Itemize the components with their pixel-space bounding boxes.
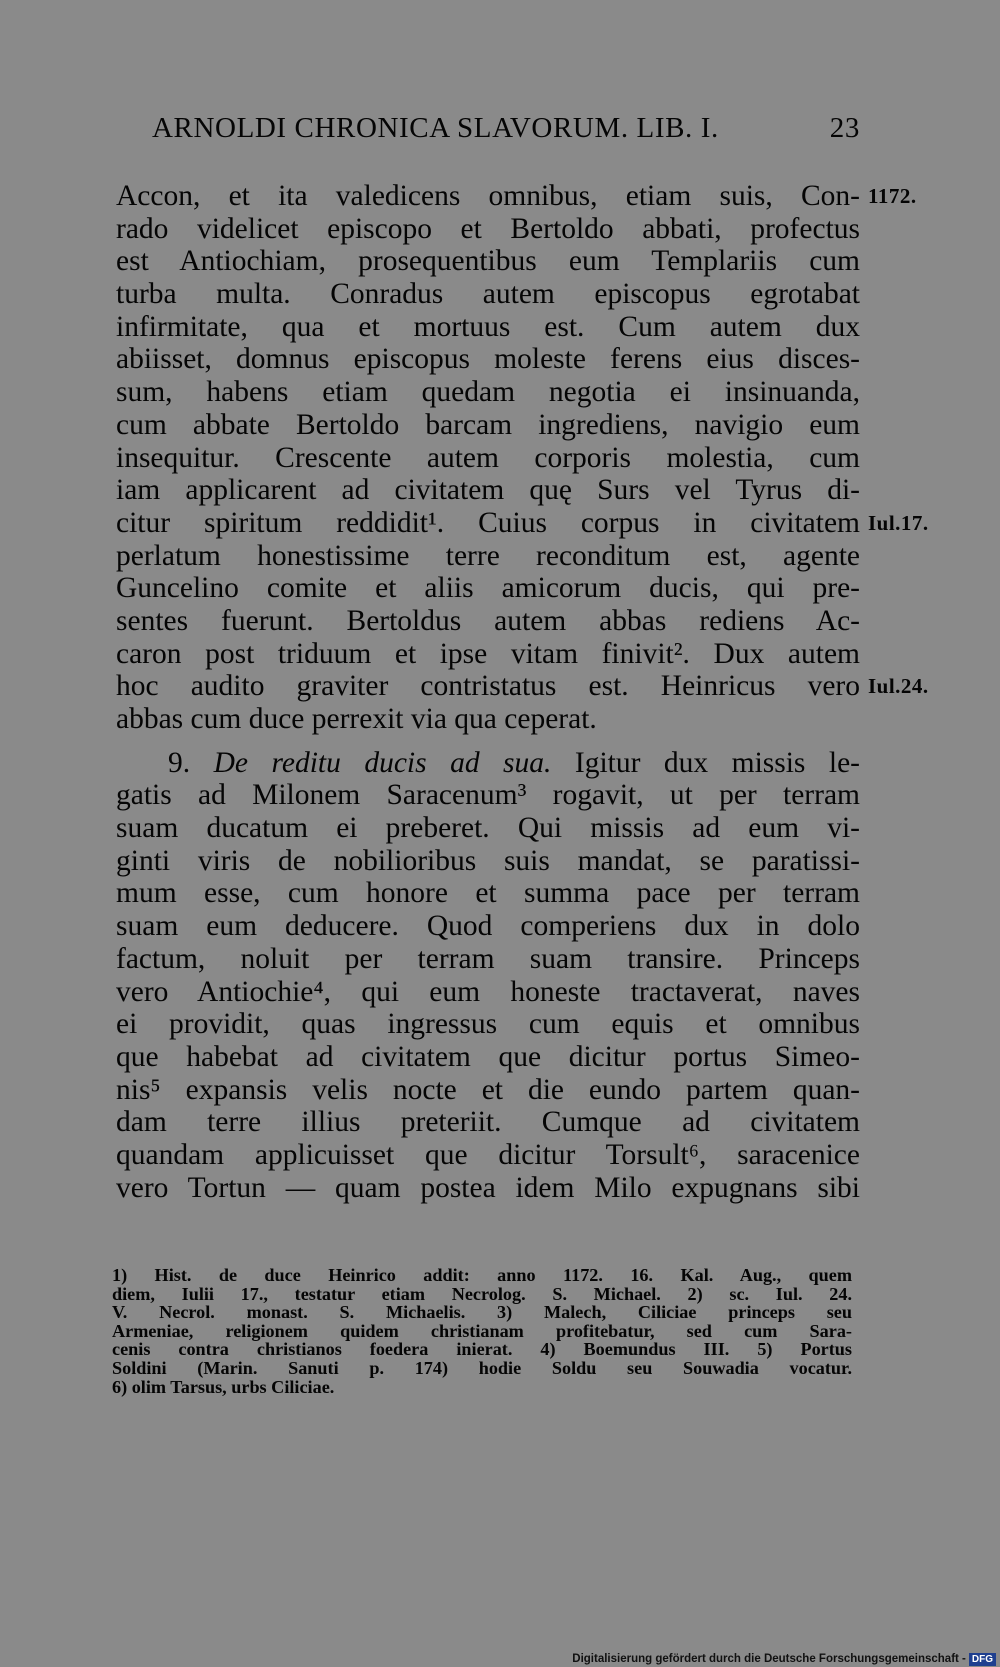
credit-text: Digitalisierung gefördert durch die Deutsche Forschungsgemeinschaft - [572,1653,966,1665]
text-line: dam terre illius preteriit. Cumque ad civitatem [116,1106,860,1139]
text-line: suam ducatum ei preberet. Qui missis ad eum vi- [116,812,860,845]
margin-date: Iul.24. [868,674,929,699]
footnote-line: Soldini (Marin. Sanuti p. 174) hodie Soldu seu Souwadia vocatur. [112,1357,852,1378]
footnote-line: 1) Hist. de duce Heinrico addit: anno 1172. 16. Kal. Aug., quem [112,1265,852,1285]
text-line: ei providit, quas ingressus cum equis et omnibus [116,1008,860,1041]
text-line: vero Antiochie⁴, qui eum honeste tractaverat, naves [116,975,860,1008]
text-line: factum, noluit per terram suam transire. Princeps [116,942,860,975]
footnote-line: V. Necrol. monast. S. Michaelis. 3) Malech, Ciliciae princeps seu [112,1302,852,1323]
text-line: perlatum honestissime terre reconditum est, agente [116,539,860,572]
text-line: insequitur. Crescente autem corporis molestia, cum [116,441,860,474]
text-line: hoc audito graviter contristatus est. Heinricus vero Iul.24. [116,670,929,703]
page-number: 23 [829,112,860,144]
margin-date: 1172. [868,184,917,208]
dfg-logo: DFG [969,1653,996,1666]
text-line: vero Tortun — quam postea idem Milo expugnans sibi [116,1171,860,1204]
text-line: mum esse, cum honore et summa pace per terram [116,877,860,910]
digitization-credit [572,1651,996,1667]
margin-date: Iul.17. [868,510,929,535]
text-line: nis⁵ expansis velis nocte et die eundo partem quan- [116,1073,860,1106]
footnote-line: Armeniae, religionem quidem christianam profitebatur, sed cum Sara- [112,1320,852,1341]
text-line: que habebat ad civitatem que dicitur portus Simeo- [116,1040,860,1073]
text-line: ginti viris de nobilioribus suis mandat, se paratissi- [116,844,860,877]
text-line: Accon, et ita valedicens omnibus, etiam suis, Con- 1172. [116,180,917,212]
text-line: rado videlicet episcopo et Bertoldo abbati, profectus [116,212,860,245]
text-line: gatis ad Milonem Saracenum³ rogavit, ut per terram [116,779,860,812]
section-first-text: Igitur dux missis le- [574,746,860,779]
text-line: abbas cum duce perrexit via qua ceperat. [116,703,597,735]
text-line: turba multa. Conradus autem episcopus egrotabat [116,278,860,311]
text-line: est Antiochiam, prosequentibus eum Templariis cum [116,245,860,278]
text-line: sentes fuerunt. Bertoldus autem abbas rediens Ac- [116,604,860,637]
main-text [116,180,929,1204]
text-line: suam eum deducere. Quod comperiens dux in dolo [116,910,860,943]
page-header [152,112,872,156]
text-line: caron post triduum et ipse vitam finivit². Dux autem [116,637,860,670]
text-line: quandam applicuisset que dicitur Torsult⁶, saracenice [116,1138,860,1171]
section-first-line [116,747,876,780]
text-line: Guncelino comite et aliis amicorum ducis, qui pre- [116,572,860,605]
text-line: sum, habens etiam quedam negotia ei insinuanda, [116,376,860,409]
footnote-line: diem, Iulii 17., testatur etiam Necrolog. S. Michael. 2) sc. Iul. 24. [112,1283,852,1304]
section-heading: De reditu ducis ad sua. [213,746,552,779]
footnote-line: cenis contra christianos foedera inierat. 4) Boemundus III. 5) Portus [112,1339,852,1360]
section-number: 9. [168,746,191,779]
text-line: infirmitate, qua et mortuus est. Cum autem dux [116,310,860,343]
footnotes [112,1266,852,1396]
text-line: iam applicarent ad civitatem quę Surs vel Tyrus di- [116,474,860,507]
footnote-line: 6) olim Tarsus, urbs Ciliciae. [112,1376,335,1397]
text-line: cum abbate Bertoldo barcam ingrediens, navigio eum [116,408,860,441]
text-line: abiisset, domnus episcopus moleste ferens eius disces- [116,343,860,376]
text-line: citur spiritum reddidit¹. Cuius corpus in civitatem Iul.17. [116,506,929,539]
running-title: ARNOLDI CHRONICA SLAVORUM. LIB. I. [152,112,719,144]
